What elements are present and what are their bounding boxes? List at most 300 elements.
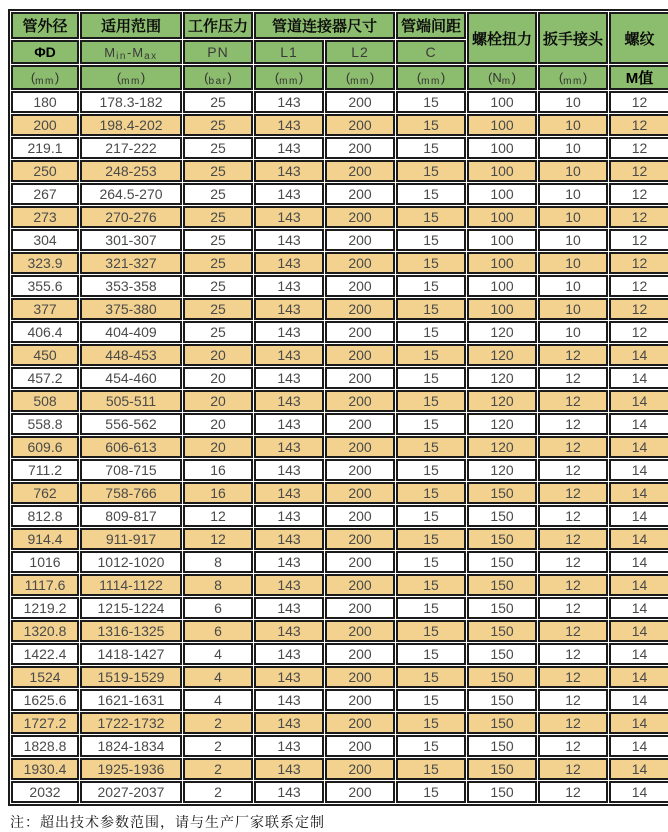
table-cell: 143 [254,643,324,665]
table-cell: 2 [183,712,253,734]
table-cell: 10 [538,160,608,182]
table-cell: 15 [396,91,466,113]
table-cell: 143 [254,551,324,573]
table-cell: 200 [325,505,395,527]
table-cell: 25 [183,275,253,297]
table-cell: 1930.4 [11,758,79,780]
header-thread-unit: M值 [609,65,668,90]
table-cell: 10 [538,183,608,205]
table-cell: 200 [325,160,395,182]
table-cell: 809-817 [80,505,182,527]
table-cell: 1519-1529 [80,666,182,688]
table-cell: 14 [609,620,668,642]
header-unit-row [11,65,668,90]
table-cell: 200 [325,574,395,596]
header-pipe-od-title: 管外径 [11,12,79,39]
table-cell: 200 [325,735,395,757]
table-cell: 143 [254,137,324,159]
table-cell: 10 [538,229,608,251]
table-cell: 150 [467,735,537,757]
table-cell: 100 [467,206,537,228]
header-wrench-unit: (mm) [538,65,608,90]
table-cell: 200 [325,206,395,228]
table-cell: 12 [609,321,668,343]
table-cell: 200 [325,298,395,320]
table-cell: 12 [609,183,668,205]
table-cell: 15 [396,367,466,389]
table-cell: 12 [538,367,608,389]
table-cell: 150 [467,689,537,711]
table-cell: 100 [467,298,537,320]
table-cell: 200 [325,137,395,159]
table-cell: 143 [254,229,324,251]
table-cell: 4 [183,666,253,688]
table-cell: 143 [254,482,324,504]
table-cell: 12 [538,758,608,780]
header-l1-unit: (mm) [254,65,324,90]
table-cell: 15 [396,781,466,803]
table-cell: 200 [325,781,395,803]
table-cell: 200 [325,620,395,642]
table-cell: 304 [11,229,79,251]
table-cell: 12 [183,528,253,550]
table-cell: 200 [325,666,395,688]
table-cell: 143 [254,275,324,297]
table-cell: 150 [467,528,537,550]
table-cell: 12 [538,413,608,435]
table-cell: 12 [538,390,608,412]
table-cell: 200 [325,712,395,734]
table-cell: 143 [254,413,324,435]
table-cell: 12 [538,643,608,665]
table-cell: 200 [11,114,79,136]
table-cell: 219.1 [11,137,79,159]
table-cell: 14 [609,459,668,481]
table-cell: 12 [183,505,253,527]
header-pressure-symbol: PN [183,40,253,64]
table-cell: 12 [609,252,668,274]
table-cell: 1114-1122 [80,574,182,596]
table-cell: 8 [183,551,253,573]
table-cell: 200 [325,183,395,205]
header-range-unit: (mm) [80,65,182,90]
table-cell: 143 [254,436,324,458]
table-cell: 143 [254,459,324,481]
table-row [11,137,668,159]
table-cell: 150 [467,597,537,619]
table-row [11,597,668,619]
table-cell: 150 [467,781,537,803]
table-cell: 15 [396,321,466,343]
table-cell: 1625.6 [11,689,79,711]
table-cell: 10 [538,275,608,297]
table-cell: 10 [538,298,608,320]
table-cell: 143 [254,367,324,389]
table-cell: 12 [609,229,668,251]
header-torque-unit: (Nm) [467,65,537,90]
table-cell: 1215-1224 [80,597,182,619]
table-cell: 1524 [11,666,79,688]
table-cell: 15 [396,114,466,136]
table-cell: 15 [396,574,466,596]
table-cell: 25 [183,229,253,251]
table-cell: 150 [467,505,537,527]
header-pipe-od-unit: (mm) [11,65,79,90]
table-row [11,459,668,481]
table-cell: 14 [609,482,668,504]
table-cell: 217-222 [80,137,182,159]
table-cell: 10 [538,252,608,274]
table-cell: 4 [183,643,253,665]
table-cell: 301-307 [80,229,182,251]
table-cell: 15 [396,528,466,550]
table-cell: 1722-1732 [80,712,182,734]
table-cell: 711.2 [11,459,79,481]
table-cell: 14 [609,390,668,412]
table-cell: 25 [183,160,253,182]
table-cell: 12 [609,206,668,228]
table-cell: 198.4-202 [80,114,182,136]
table-cell: 143 [254,620,324,642]
table-cell: 250 [11,160,79,182]
table-row [11,689,668,711]
table-cell: 15 [396,689,466,711]
header-gap-unit: (mm) [396,65,466,90]
table-cell: 1727.2 [11,712,79,734]
table-cell: 508 [11,390,79,412]
table-cell: 1012-1020 [80,551,182,573]
table-cell: 143 [254,712,324,734]
table-row [11,551,668,573]
table-cell: 25 [183,252,253,274]
table-cell: 606-613 [80,436,182,458]
table-cell: 14 [609,758,668,780]
table-cell: 150 [467,620,537,642]
header-pressure-title: 工作压力 [183,12,253,39]
table-cell: 120 [467,321,537,343]
table-cell: 14 [609,551,668,573]
table-cell: 25 [183,298,253,320]
table-cell: 1422.4 [11,643,79,665]
table-row [11,413,668,435]
table-cell: 200 [325,114,395,136]
table-cell: 15 [396,390,466,412]
table-cell: 377 [11,298,79,320]
table-cell: 150 [467,482,537,504]
table-cell: 12 [538,735,608,757]
table-cell: 20 [183,413,253,435]
table-cell: 143 [254,666,324,688]
table-row [11,367,668,389]
table-cell: 16 [183,482,253,504]
header-connector-title: 管道连接器尺寸 [254,12,395,39]
table-cell: 15 [396,344,466,366]
table-cell: 14 [609,689,668,711]
table-row [11,505,668,527]
table-cell: 200 [325,689,395,711]
table-cell: 15 [396,137,466,159]
table-cell: 143 [254,91,324,113]
header-l1-symbol: L1 [254,40,324,64]
table-cell: 15 [396,206,466,228]
table-cell: 25 [183,91,253,113]
table-cell: 14 [609,712,668,734]
table-cell: 15 [396,298,466,320]
table-cell: 100 [467,183,537,205]
table-cell: 143 [254,689,324,711]
table-cell: 1219.2 [11,597,79,619]
table-cell: 143 [254,206,324,228]
header-wrench-title: 扳手接头 [538,12,608,64]
table-cell: 762 [11,482,79,504]
table-cell: 200 [325,413,395,435]
header-l2-symbol: L2 [325,40,395,64]
table-row [11,114,668,136]
table-row [11,183,668,205]
table-cell: 1824-1834 [80,735,182,757]
table-cell: 2032 [11,781,79,803]
table-cell: 609.6 [11,436,79,458]
table-row [11,252,668,274]
table-cell: 15 [396,160,466,182]
table-cell: 1418-1427 [80,643,182,665]
table-cell: 14 [609,666,668,688]
table-cell: 143 [254,505,324,527]
table-cell: 12 [538,459,608,481]
table-cell: 200 [325,528,395,550]
table-cell: 404-409 [80,321,182,343]
table-cell: 10 [538,91,608,113]
table-row [11,758,668,780]
table-cell: 143 [254,781,324,803]
table-cell: 25 [183,137,253,159]
header-range-symbol: Min-Max [80,40,182,64]
table-cell: 12 [538,712,608,734]
table-cell: 20 [183,344,253,366]
table-cell: 12 [538,505,608,527]
header-range-title: 适用范围 [80,12,182,39]
table-cell: 812.8 [11,505,79,527]
header-pipe-od-symbol: ΦD [11,40,79,64]
table-cell: 100 [467,91,537,113]
table-cell: 15 [396,735,466,757]
header-l2-unit: (mm) [325,65,395,90]
table-row [11,160,668,182]
table-cell: 406.4 [11,321,79,343]
table-cell: 14 [609,574,668,596]
table-cell: 100 [467,137,537,159]
table-cell: 12 [609,91,668,113]
table-cell: 14 [609,344,668,366]
table-cell: 1117.6 [11,574,79,596]
table-cell: 200 [325,321,395,343]
table-cell: 353-358 [80,275,182,297]
table-cell: 248-253 [80,160,182,182]
table-cell: 120 [467,459,537,481]
table-cell: 10 [538,114,608,136]
table-cell: 375-380 [80,298,182,320]
table-cell: 450 [11,344,79,366]
table-cell: 25 [183,321,253,343]
table-cell: 15 [396,436,466,458]
table-cell: 15 [396,459,466,481]
table-cell: 143 [254,160,324,182]
spec-table-body [11,91,668,803]
footer-note: 注：超出技术参数范围，请与生产厂家联系定制 [10,814,325,830]
table-cell: 200 [325,551,395,573]
table-cell: 15 [396,643,466,665]
header-gap-symbol: C [396,40,466,64]
table-cell: 914.4 [11,528,79,550]
table-cell: 143 [254,344,324,366]
table-cell: 15 [396,183,466,205]
table-cell: 200 [325,459,395,481]
table-cell: 10 [538,206,608,228]
table-cell: 267 [11,183,79,205]
table-row [11,482,668,504]
table-cell: 14 [609,643,668,665]
table-cell: 12 [538,482,608,504]
table-cell: 558.8 [11,413,79,435]
table-cell: 708-715 [80,459,182,481]
table-cell: 143 [254,252,324,274]
table-cell: 14 [609,528,668,550]
table-cell: 321-327 [80,252,182,274]
table-cell: 200 [325,482,395,504]
table-cell: 12 [609,298,668,320]
header-pressure-unit: (bar) [183,65,253,90]
table-row [11,528,668,550]
table-cell: 14 [609,597,668,619]
table-cell: 15 [396,275,466,297]
table-cell: 448-453 [80,344,182,366]
table-cell: 14 [609,781,668,803]
table-cell: 14 [609,735,668,757]
table-cell: 6 [183,597,253,619]
table-cell: 200 [325,252,395,274]
table-cell: 2 [183,758,253,780]
table-row [11,298,668,320]
table-cell: 20 [183,390,253,412]
table-row [11,91,668,113]
table-row [11,643,668,665]
table-row [11,574,668,596]
table-cell: 100 [467,275,537,297]
table-cell: 4 [183,689,253,711]
table-cell: 143 [254,183,324,205]
table-row [11,275,668,297]
table-cell: 100 [467,114,537,136]
table-cell: 12 [538,689,608,711]
table-cell: 12 [538,620,608,642]
table-cell: 120 [467,413,537,435]
table-cell: 15 [396,252,466,274]
table-cell: 100 [467,252,537,274]
table-cell: 120 [467,344,537,366]
table-row [11,735,668,757]
table-cell: 1621-1631 [80,689,182,711]
header-torque-title: 螺栓扭力 [467,12,537,64]
table-cell: 12 [609,275,668,297]
header-thread-title: 螺纹 [609,12,668,64]
table-cell: 143 [254,735,324,757]
table-cell: 911-917 [80,528,182,550]
table-cell: 15 [396,620,466,642]
table-cell: 200 [325,367,395,389]
table-cell: 15 [396,758,466,780]
table-row [11,390,668,412]
header-gap-title: 管端间距 [396,12,466,39]
table-cell: 1016 [11,551,79,573]
table-cell: 150 [467,643,537,665]
table-cell: 12 [538,597,608,619]
table-cell: 454-460 [80,367,182,389]
table-row [11,436,668,458]
table-cell: 120 [467,367,537,389]
table-cell: 150 [467,758,537,780]
table-cell: 15 [396,597,466,619]
table-cell: 200 [325,91,395,113]
table-cell: 180 [11,91,79,113]
table-cell: 12 [538,666,608,688]
table-cell: 355.6 [11,275,79,297]
table-cell: 12 [609,160,668,182]
table-cell: 25 [183,114,253,136]
table-cell: 200 [325,597,395,619]
table-cell: 12 [538,436,608,458]
table-cell: 12 [538,528,608,550]
table-cell: 25 [183,206,253,228]
table-cell: 200 [325,229,395,251]
table-cell: 14 [609,505,668,527]
table-cell: 556-562 [80,413,182,435]
table-row [11,344,668,366]
table-cell: 1320.8 [11,620,79,642]
table-cell: 12 [538,344,608,366]
table-cell: 14 [609,367,668,389]
table-row [11,712,668,734]
table-cell: 150 [467,574,537,596]
table-cell: 14 [609,413,668,435]
table-cell: 264.5-270 [80,183,182,205]
table-cell: 10 [538,137,608,159]
table-cell: 2027-2037 [80,781,182,803]
table-cell: 15 [396,551,466,573]
table-cell: 15 [396,482,466,504]
table-cell: 15 [396,712,466,734]
table-cell: 12 [538,551,608,573]
table-row [11,781,668,803]
table-cell: 1925-1936 [80,758,182,780]
table-cell: 12 [538,574,608,596]
table-cell: 150 [467,712,537,734]
table-cell: 15 [396,229,466,251]
table-cell: 25 [183,183,253,205]
table-cell: 16 [183,459,253,481]
table-row [11,620,668,642]
table-cell: 200 [325,436,395,458]
table-cell: 150 [467,666,537,688]
pipe-spec-table [8,9,668,806]
table-cell: 1316-1325 [80,620,182,642]
table-cell: 143 [254,597,324,619]
table-row [11,666,668,688]
table-cell: 10 [538,321,608,343]
table-cell: 143 [254,574,324,596]
table-row [11,229,668,251]
table-cell: 273 [11,206,79,228]
table-cell: 200 [325,390,395,412]
